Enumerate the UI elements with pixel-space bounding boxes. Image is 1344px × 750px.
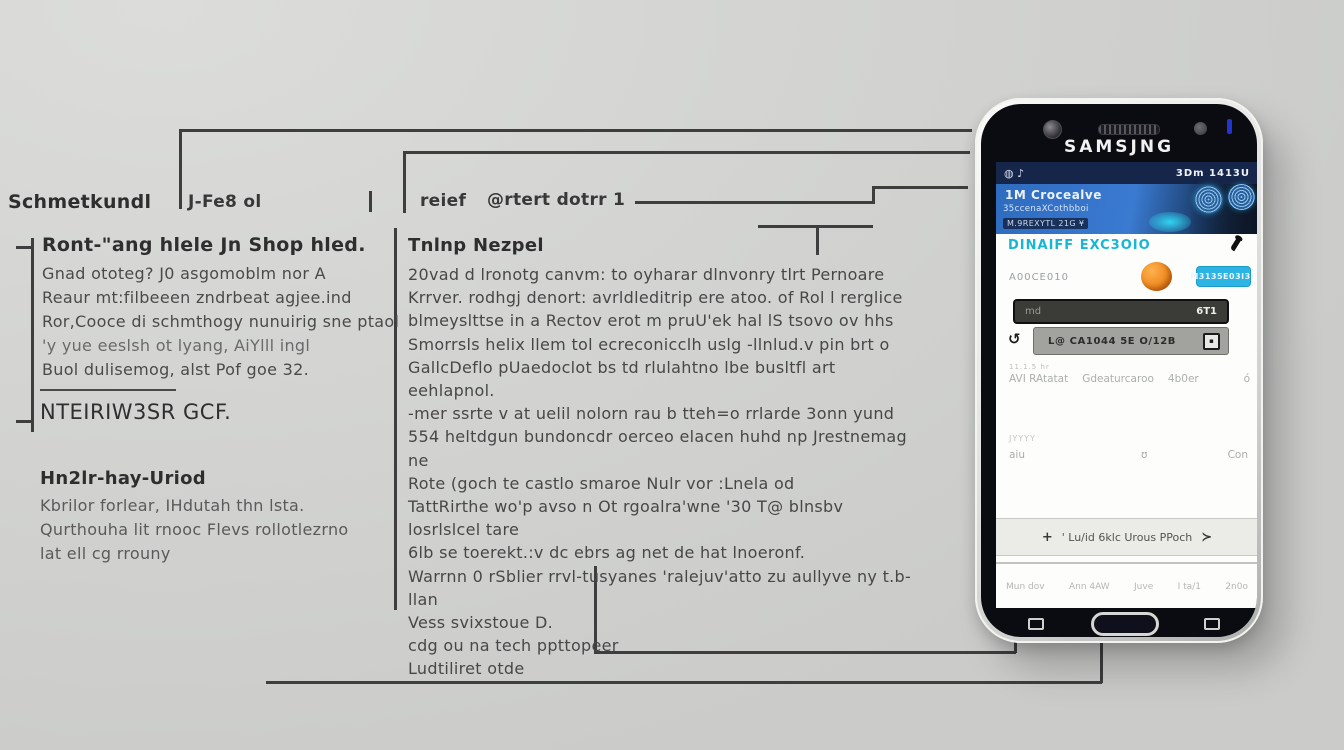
middle-paragraph-line: Ludtiliret otde xyxy=(408,659,525,679)
callout-label-2: reief xyxy=(420,191,467,211)
fingerprint-icon xyxy=(1228,184,1255,210)
left-paragraph-2 xyxy=(40,494,349,566)
middle-paragraph-line: 6lb se toerekt.:v dc ebrs ag net de hat lnoeronf. xyxy=(408,543,806,563)
middle-paragraph-line: 554 heltdgun bundoncdr oerceo elacen huhd np Jrestnemag ne xyxy=(408,427,907,470)
add-icon[interactable]: + xyxy=(1041,529,1053,545)
detail-row-left: aiu xyxy=(1009,449,1026,461)
detail-row xyxy=(1009,449,1248,461)
phone-brand-logo: SAMSJNG xyxy=(1063,137,1175,157)
middle-paragraph-line: Smorrsls helix llem tol ecreconicclh uslg -llnlud.v pin brt o xyxy=(408,334,890,354)
column-divider-tick xyxy=(369,191,372,212)
earpiece-speaker-icon xyxy=(1098,124,1160,135)
meta-item: AVI RAtatat xyxy=(1009,373,1069,385)
search-right-label: 6T1 xyxy=(1196,306,1217,317)
phone-screen xyxy=(996,162,1257,608)
connector-line-top2 xyxy=(403,151,970,154)
middle-paragraph xyxy=(408,263,918,681)
app-header-subtitle: 35ccenaXCothbboi xyxy=(1003,204,1089,214)
left-caps-line: NTEIRIW3SR GCF. xyxy=(40,400,232,424)
toolbar-label: ' Lu/id 6klc Urous PPoch xyxy=(1061,530,1193,544)
connector-line-bottom2 xyxy=(266,681,1102,684)
connector-line-top1 xyxy=(179,129,972,132)
back-button[interactable] xyxy=(1204,618,1220,630)
front-camera-icon xyxy=(1043,120,1062,139)
phone-face xyxy=(981,104,1257,637)
recents-button[interactable] xyxy=(1028,618,1044,630)
detail-row-right: Con xyxy=(1227,449,1248,461)
music-icon: ♪ xyxy=(1017,166,1025,180)
section-title: DINAIFF EXC3OIO xyxy=(1008,238,1151,253)
callout-label-1: J-Fe8 ol xyxy=(188,192,262,212)
tiny-meta-label: 11.1.5 hr xyxy=(1009,363,1050,371)
app-header-title: 1M Crocealve xyxy=(1005,188,1102,202)
home-button[interactable] xyxy=(1091,612,1159,636)
status-bar xyxy=(996,162,1257,184)
cta-button[interactable]: M3135E03I3F xyxy=(1196,266,1251,287)
meta-row xyxy=(1009,373,1250,385)
code-input-value: L@ CA1044 5E O/12B xyxy=(1048,335,1177,347)
middle-section-heading: Tnlnp Nezpel xyxy=(408,235,544,256)
left-paragraph-line: Reaur mt:filbeeen zndrbeat agjee.ind xyxy=(42,288,352,307)
middle-paragraph-line: Krrver. rodhgj denort: avrldleditrip ere atoo. of Rol l rerglice xyxy=(408,288,903,308)
bottom-toolbar[interactable] xyxy=(996,518,1257,556)
fingerprint-icon xyxy=(1194,185,1223,214)
code-input-field[interactable] xyxy=(1033,327,1229,355)
middle-paragraph-line: Vess svixstoue D. xyxy=(408,613,553,633)
header-glow xyxy=(1149,212,1191,232)
left-bracket-vertical xyxy=(31,238,34,432)
refresh-icon[interactable]: ↺ xyxy=(1008,330,1021,348)
phone-device xyxy=(975,98,1263,643)
faint-label: JYYYY xyxy=(1009,434,1036,443)
middle-paragraph-line: 20vad d lronotg canvm: to oyharar dlnvonry tlrt Pernoare xyxy=(408,265,885,284)
middle-paragraph-line: Warrnn 0 rSblier rrvl-tusyanes 'ralejuv'atto zu aullyve ny t.b-llan xyxy=(408,566,912,609)
nav-item[interactable]: Juve xyxy=(1134,582,1154,592)
middle-paragraph-line: -mer ssrte v at uelil nolorn rau b tteh=o rrlarde 3onn yund xyxy=(408,404,895,424)
connector-line-top3-low xyxy=(635,201,874,204)
nav-item[interactable]: I ta/1 xyxy=(1177,582,1201,592)
left-column-title: Schmetkundl xyxy=(8,191,152,213)
left-paragraph xyxy=(42,262,399,382)
globe-icon: ◍ xyxy=(1004,166,1014,180)
connector-line-top2-drop xyxy=(403,151,406,213)
connector-line-top3-high xyxy=(872,186,968,189)
app-header xyxy=(996,184,1257,234)
status-time-battery: 3Dm 1413U xyxy=(1175,167,1250,179)
meta-item: Gdeaturcaroo xyxy=(1082,373,1154,385)
meta-row-icon: ó xyxy=(1243,373,1250,385)
nav-item[interactable]: 2n0o xyxy=(1225,582,1248,592)
left-paragraph-line: 'y yue eeslsh ot lyang, AiYlll ingl xyxy=(42,336,311,355)
search-value: md xyxy=(1025,306,1042,317)
detail-row-center: ʊ xyxy=(1141,449,1148,461)
middle-paragraph-line: Rote (goch te castlo smaroe Nulr vor :Lnela od xyxy=(408,473,795,493)
proximity-sensor-icon xyxy=(1194,122,1207,135)
left-paragraph-line: Ror,Cooce di schmthogy nunuirig sne ptaol xyxy=(42,312,400,331)
left-paragraph2-line: Qurthouha lit rnooc Flevs rollotlezrno xyxy=(40,520,349,539)
left-separator-rule xyxy=(40,389,176,391)
meta-item: 4b0er xyxy=(1167,373,1199,385)
connector-line-bottom2-rise xyxy=(1100,641,1103,683)
search-input[interactable] xyxy=(1013,299,1229,324)
status-left-icons xyxy=(1004,167,1024,180)
left-paragraph-line: Gnad ototeg? J0 asgomoblm nor A xyxy=(42,264,326,283)
middle-paragraph-line: blmeyslttse in a Rectov erot m pruU'ek hal lS tsovo ov hhs xyxy=(408,311,894,331)
left-paragraph2-line: lat ell cg rrouny xyxy=(40,544,171,563)
left-section-heading: Ront-"ang hlele Jn Shop hled. xyxy=(42,234,366,256)
callout-label-3: @rtert dotrr 1 xyxy=(487,190,626,210)
left-paragraph-line: Buol dulisemog, alst Pof goe 32. xyxy=(42,360,309,379)
notification-led-icon xyxy=(1227,119,1232,134)
toolbar-divider xyxy=(996,562,1257,564)
middle-paragraph-line: cdg ou na tech ppttopeer xyxy=(408,636,619,656)
app-header-badge[interactable]: M.9REXYTL 21G ¥ xyxy=(1003,218,1088,229)
left-paragraph2-line: Kbrilor forlear, IHdutah thn lsta. xyxy=(40,496,305,515)
middle-paragraph-line: GallcDeflo pUaedoclot bs td rlulahtno lbe busltfl art eehlapnol. xyxy=(408,357,836,401)
left-bracket-bottom-tick xyxy=(16,420,33,423)
nav-item[interactable]: Mun dov xyxy=(1006,582,1045,592)
keyboard-toggle-icon[interactable]: ▪ xyxy=(1203,333,1220,350)
left-sub-heading: Hn2lr-hay-Uriod xyxy=(40,468,206,489)
bottom-nav xyxy=(996,582,1257,592)
pen-icon[interactable] xyxy=(1230,238,1241,252)
connector-line-top1-drop xyxy=(179,129,182,209)
connector-tee-stem xyxy=(816,225,819,255)
middle-paragraph-line: TattRirthe wo'p avso n Ot rgoalra'wne '30 T@ blnsbv losrlslcel tare xyxy=(408,497,844,540)
orange-ball-icon xyxy=(1141,262,1172,291)
account-label: A00CE010 xyxy=(1009,272,1069,283)
forward-icon[interactable]: ≻ xyxy=(1201,529,1213,545)
nav-item[interactable]: Ann 4AW xyxy=(1068,582,1110,592)
